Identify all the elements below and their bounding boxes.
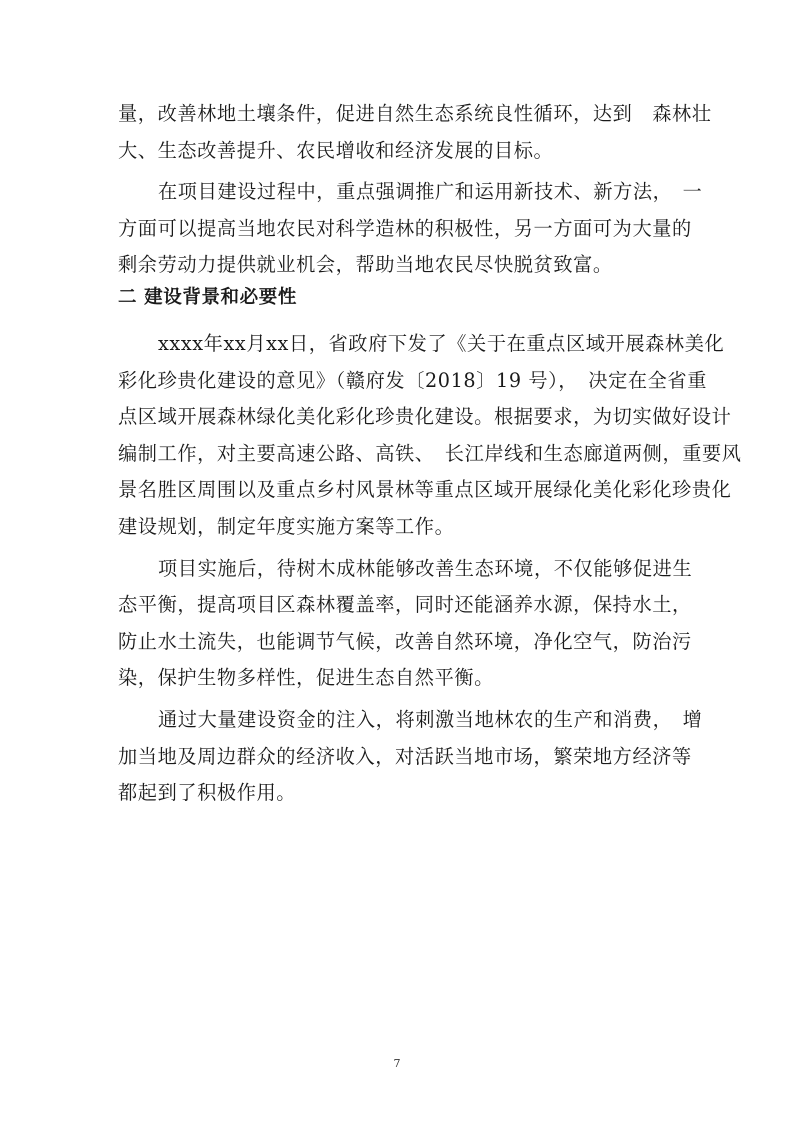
- text-line: 剩余劳动力提供就业机会，帮助当地农民尽快脱贫致富。: [118, 253, 613, 277]
- text-line: 在项目建设过程中，重点强调推广和运用新技术、新方法， 一: [158, 180, 703, 204]
- text-line: 彩化珍贵化建设的意见》（赣府发〔2018〕19 号）， 决定在全省重: [118, 368, 708, 392]
- paragraph-economic-benefits: [118, 702, 703, 812]
- text-line: 点区域开展森林绿化美化彩化珍贵化建设。根据要求，为切实做好设计: [118, 405, 732, 429]
- text-line: 量，改善林地土壤条件，促进自然生态系统良性循环，达到 森林壮: [118, 102, 712, 125]
- text-line: 防止水土流失，也能调节气候，改善自然环境，净化空气，防治污: [118, 629, 692, 653]
- text-line: 编制工作，对主要高速公路、高铁、 长江岸线和生态廊道两侧，重要风: [118, 441, 742, 465]
- paragraph-continuation: [118, 96, 712, 169]
- text-line: 建设规划，制定年度实施方案等工作。: [118, 514, 455, 538]
- text-line: 加当地及周边群众的经济收入，对活跃当地市场，繁荣地方经济等: [118, 744, 692, 768]
- text-line: 态平衡，提高项目区森林覆盖率，同时还能涵养水源，保持水土，: [118, 593, 692, 617]
- text-line: 都起到了积极作用。: [118, 781, 297, 805]
- section-heading: 二 建设背景和必要性: [118, 286, 297, 308]
- text-line: 项目实施后，待树木成林能够改善生态环境，不仅能够促进生: [158, 556, 693, 580]
- paragraph-new-technology: [118, 174, 703, 284]
- text-line: xxxx年xx月xx日，省政府下发了《关于在重点区域开展森林美化: [158, 331, 725, 355]
- text-line: 大、生态改善提升、农民增收和经济发展的目标。: [118, 138, 554, 162]
- page-number: 7: [393, 1057, 401, 1070]
- page-body: [118, 96, 742, 812]
- paragraph-policy-background: [118, 326, 742, 546]
- text-line: 染，保护生物多样性，促进生态自然平衡。: [118, 666, 494, 690]
- text-line: 方面可以提高当地农民对科学造林的积极性，另一方面可为大量的: [118, 216, 692, 240]
- text-line: 通过大量建设资金的注入，将刺激当地林农的生产和消费， 增: [158, 707, 703, 731]
- paragraph-ecological-benefits: [118, 551, 693, 697]
- text-line: 景名胜区周围以及重点乡村风景林等重点区域开展绿化美化彩化珍贵化: [118, 478, 732, 502]
